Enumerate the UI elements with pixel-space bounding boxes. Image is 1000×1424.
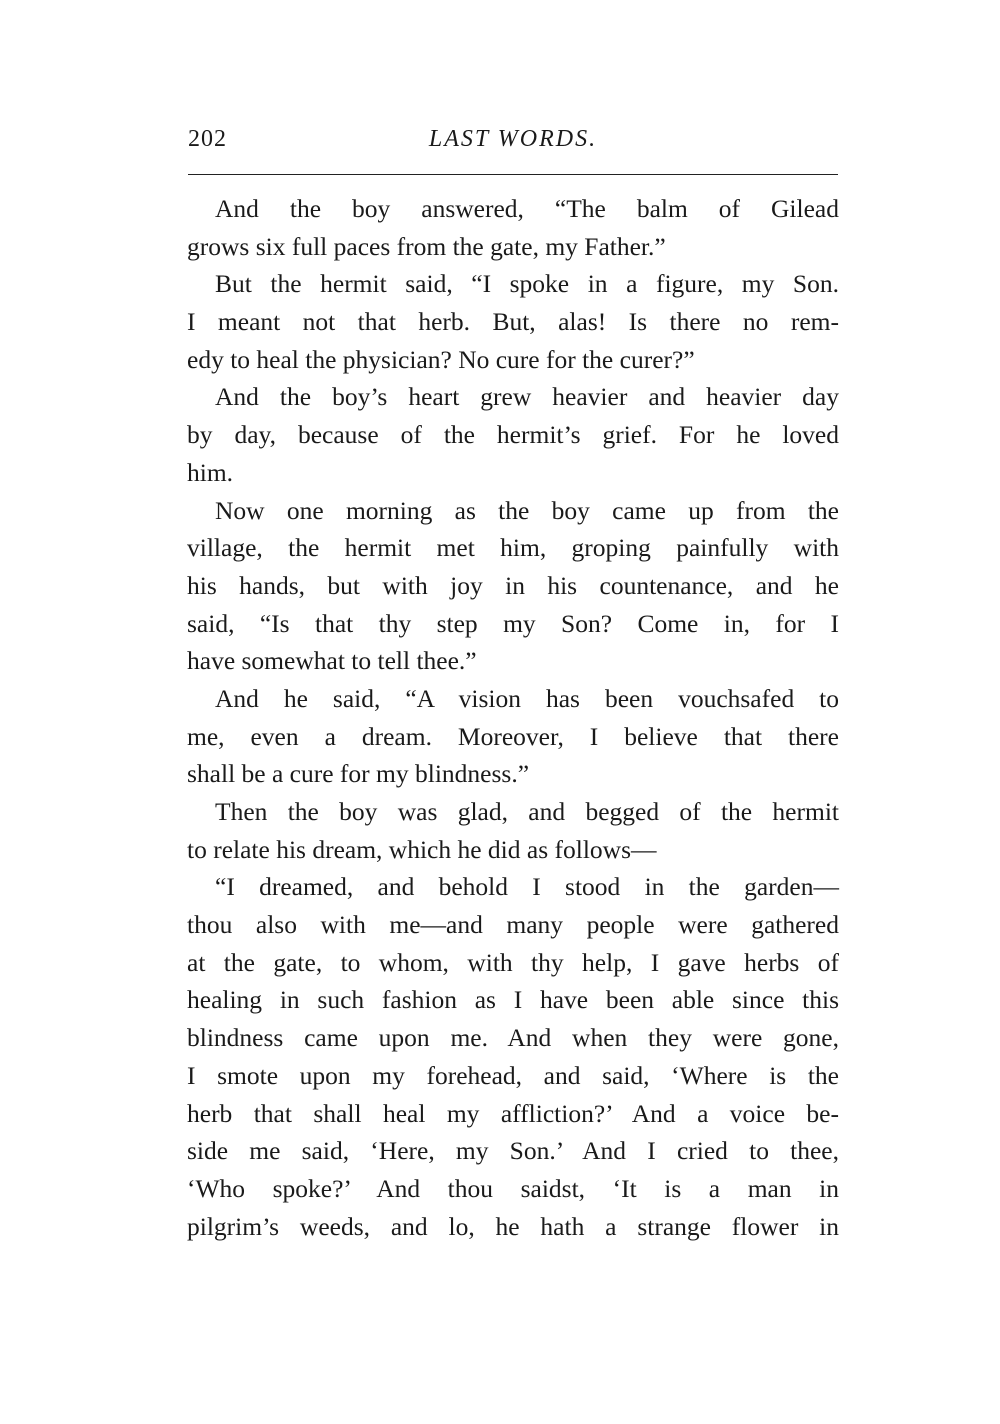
text-line: healing in such fashion as I have been able since this [187,985,839,1015]
text-line: I smote upon my forehead, and said, ‘Where is the [187,1060,839,1090]
text-line: ‘Who spoke?’ And thou saidst, ‘It is a man in [187,1173,839,1203]
text-line: herb that shall heal my affliction?’ And a voice be- [187,1098,839,1128]
text-line: Then the boy was glad, and begged of the hermit [215,797,839,826]
text-line: grows six full paces from the gate, my Father.” [187,231,666,261]
text-line: And the boy answered, “The balm of Gilead [215,194,839,223]
text-line: thou also with me—and many people were gathered [187,910,839,940]
text-line: said, “Is that thy step my Son? Come in, for I [187,608,839,638]
body-text [187,190,839,1245]
text-line: at the gate, to whom, with thy help, I gave herbs of [187,947,839,977]
text-line: me, even a dream. Moreover, I believe that there [187,721,839,751]
text-line: blindness came upon me. And when they were gone, [187,1023,839,1053]
page-number: 202 [188,126,227,152]
text-line: him. [187,457,234,487]
text-line: I meant not that herb. But, alas! Is there no rem- [187,307,839,337]
text-line: pilgrim’s weeds, and lo, he hath a strange flower in [187,1211,839,1241]
text-line: his hands, but with joy in his countenance, and he [187,570,839,600]
text-line: side me said, ‘Here, my Son.’ And I cried to thee, [187,1136,839,1166]
text-line: to relate his dream, which he did as follows— [187,834,657,864]
text-line: by day, because of the hermit’s grief. For he loved [187,420,839,450]
text-line: have somewhat to tell thee.” [187,646,477,676]
text-line: Now one morning as the boy came up from the [215,495,839,525]
header-rule [188,174,838,175]
text-line: But the hermit said, “I spoke in a figure, my Son. [215,269,839,299]
text-line: edy to heal the physician? No cure for the curer?” [187,344,695,374]
page-header [188,126,838,166]
text-line: shall be a cure for my blindness.” [187,759,530,789]
running-title: LAST WORDS. [428,126,598,152]
text-line: “I dreamed, and behold I stood in the garden— [215,872,839,902]
text-line: And he said, “A vision has been vouchsafed to [215,683,839,713]
text-line: And the boy’s heart grew heavier and heavier day [215,382,839,412]
text-line: village, the hermit met him, groping painfully with [187,533,839,563]
